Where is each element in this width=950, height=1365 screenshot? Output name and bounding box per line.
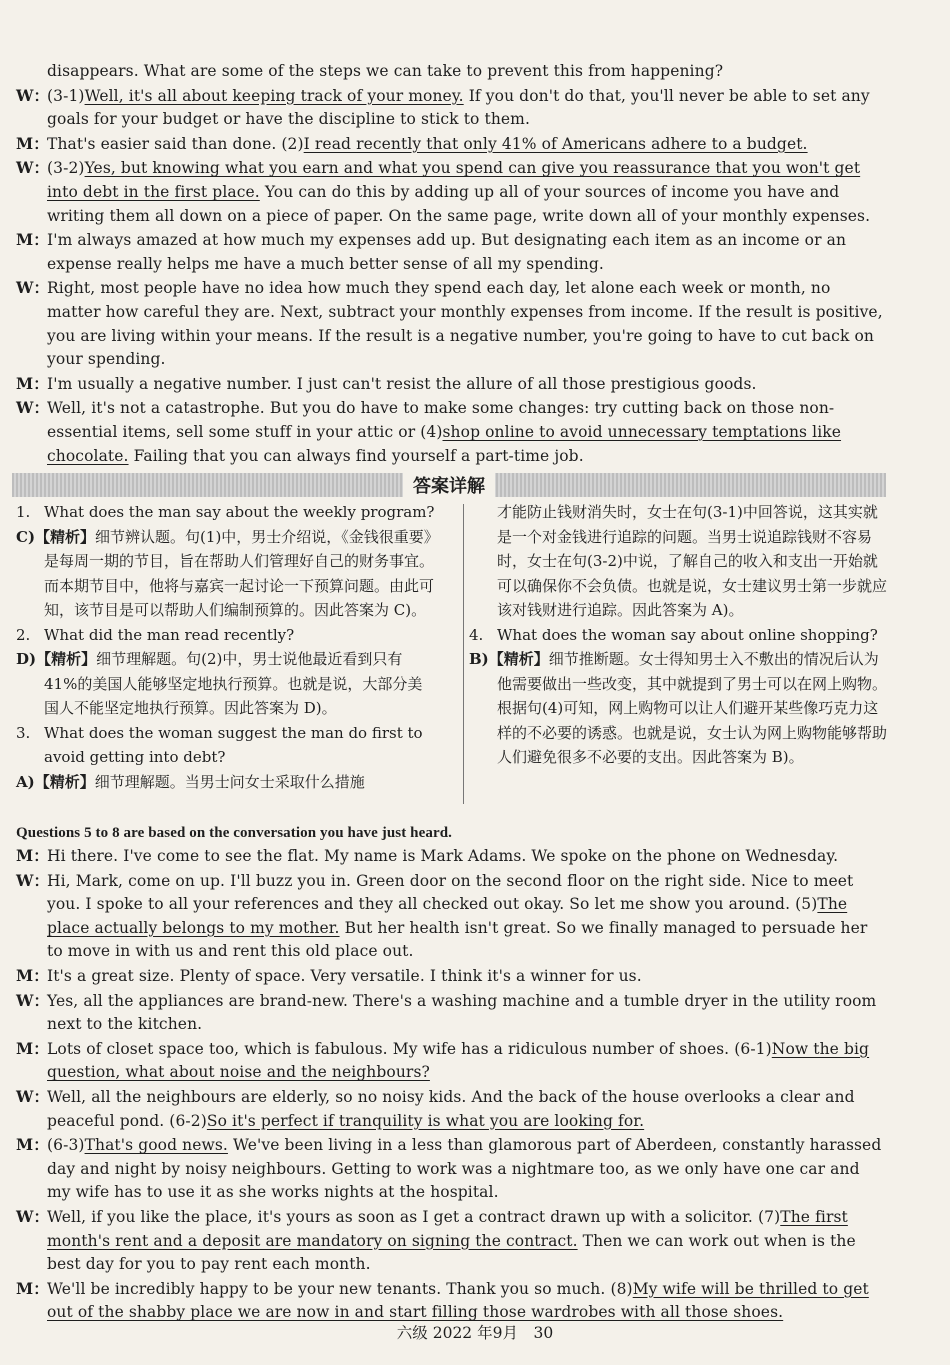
analysis-continuation: 才能防止钱财消失时，女士在句(3-1)中回答说，这其实就是一个对金钱进行追踪的问题。当男士说追踪钱财不容易时，女士在句(3-2)中说，了解自己的收入和支出一开始就可以确保你不会负债。也就是说，女士建议男士第一步就应该对钱财进行追踪。因此答案为 A)。 bbox=[497, 503, 888, 619]
analysis-text: 细节辨认题。句(1)中，男士介绍说，《金钱很重要》是每周一期的节目，旨在帮助人们管理好自己的财务事宜。而本期节目中，他将与嘉宾一起讨论一下预算问题。由此可知，该节目是可以帮助人们编制预算的。因此答案为 C)。 bbox=[44, 527, 435, 619]
dialogue-line bbox=[16, 156, 886, 228]
dialogue-text: I'm always amazed at how much my expenses add up. But designating each item as an income or an expense really helps me have a much better sense of all my spending. bbox=[47, 231, 847, 273]
dialogue-text: Then we can work out when is the best day for you to pay rent each month. bbox=[47, 1231, 856, 1274]
answer-label: C)【精析】 bbox=[16, 527, 96, 546]
dialogue-text: (6-3) bbox=[47, 1136, 85, 1155]
dialogue-line bbox=[16, 1133, 886, 1205]
question bbox=[16, 623, 436, 648]
section-title: 答案详解 bbox=[403, 472, 495, 498]
dialogue-line bbox=[16, 1037, 886, 1085]
dialogue-text: Well, it's not a catastrophe. But you do have to make some changes: try cutting back on those non-essential items, sell some stuff in your attic or (4) bbox=[47, 399, 835, 441]
section-banner bbox=[12, 473, 886, 497]
underlined-key-sentence: That's good news. bbox=[84, 1136, 228, 1155]
analysis-text: 细节推断题。女士得知男士入不敷出的情况后认为他需要做出一些改变，其中就提到了男士可以在网上购物。根据句(4)可知，网上购物可以让人们避开某些像巧克力这样的不必要的诱惑。也就是说，女士认为网上购物能够帮助人们避免很多不必要的支出。因此答案为 B)。 bbox=[497, 650, 888, 766]
question-number: 3. bbox=[16, 723, 31, 742]
underlined-key-sentence: The first month's rent and a deposit are mandatory on signing the contract. bbox=[47, 1207, 848, 1250]
speaker-label: M： bbox=[16, 846, 49, 865]
question-number: 2. bbox=[16, 625, 31, 644]
dialogue-text: You can do this by adding up all of your sources of income you have and writing them all down on a piece of paper. On the same page, write down all of your monthly expenses. bbox=[47, 182, 871, 225]
speaker-label: W： bbox=[16, 1206, 50, 1226]
speaker-label: M： bbox=[16, 965, 49, 985]
underlined-key-sentence: shop online to avoid unnecessary temptations like chocolate. bbox=[47, 422, 842, 465]
analysis-text: 细节理解题。当男士问女士采取什么措施 bbox=[94, 772, 365, 791]
underlined-key-sentence: Now the big question, what about noise and the neighbours? bbox=[47, 1039, 870, 1082]
analysis-text: 细节理解题。句(2)中，男士说他最近看到只有 41%的美国人能够坚定地执行预算。也就是说，大部分美国人不能坚定地执行预算。因此答案为 D)。 bbox=[44, 650, 423, 717]
answer-label: D)【精析】 bbox=[16, 650, 97, 668]
dialogue-text: But her health isn't great. So we finally managed to persuade her to move in with us and rent this old place out. bbox=[47, 918, 868, 961]
dialogue-line bbox=[16, 844, 886, 869]
speaker-label: W： bbox=[16, 870, 50, 890]
question bbox=[469, 623, 888, 648]
dialogue-text: disappears. What are some of the steps we can take to prevent this from happening? bbox=[47, 62, 724, 80]
underlined-key-sentence: Yes, but knowing what you earn and what you spend can give you reassurance that you won't get into debt in the first place. bbox=[47, 159, 861, 201]
question bbox=[16, 721, 436, 770]
dialogue-line bbox=[16, 372, 886, 397]
speaker-label: W： bbox=[16, 158, 50, 178]
left-column bbox=[16, 500, 436, 794]
underlined-key-sentence: My wife will be thrilled to get out of the shabby place we are now in and start filling those wardrobes with all those shoes. bbox=[47, 1279, 869, 1322]
transcript-section-2 bbox=[16, 822, 886, 1325]
dialogue-text: We've been living in a less than glamorous part of Aberdeen, constantly harassed day and night by noisy neighbours. Getting to work was a nightmare too, as we only have one car and my wife has to use it as she works nights at the hospital. bbox=[47, 1136, 882, 1202]
speaker-label: W： bbox=[16, 85, 50, 105]
dialogue-line bbox=[16, 869, 886, 964]
question-text: What does the woman suggest the man do first to avoid getting into debt? bbox=[44, 723, 423, 766]
question bbox=[16, 500, 436, 525]
dialogue-text: Well, all the neighbours are elderly, so no noisy kids. And the back of the house overlooks a clear and peaceful pond. (6-2) bbox=[47, 1087, 855, 1130]
dialogue-line bbox=[16, 1085, 886, 1133]
dialogue-text: If you don't do that, you'll never be able to set any goals for your budget or have the discipline to stick to them. bbox=[47, 86, 870, 129]
column-divider bbox=[463, 504, 464, 804]
speaker-label: W： bbox=[16, 990, 50, 1010]
questions-heading: Questions 5 to 8 are based on the conversation you have just heard. bbox=[16, 825, 453, 841]
question-text: What did the man read recently? bbox=[44, 625, 295, 644]
speaker-label: M： bbox=[16, 1038, 49, 1058]
dialogue-text: (3-2) bbox=[47, 159, 85, 178]
answer-analysis bbox=[16, 647, 436, 721]
dialogue-line bbox=[16, 132, 886, 157]
underlined-key-sentence: The place actually belongs to my mother. bbox=[47, 895, 848, 937]
right-column bbox=[469, 500, 888, 770]
underlined-key-sentence: So it's perfect if tranquility is what you are looking for. bbox=[206, 1111, 645, 1130]
question-number: 4. bbox=[469, 625, 484, 644]
speaker-label: W： bbox=[16, 278, 50, 298]
speaker-label: M： bbox=[16, 373, 49, 393]
dialogue-line bbox=[16, 60, 886, 84]
underlined-key-sentence: I read recently that only 41% of Americans adhere to a budget. bbox=[303, 134, 808, 153]
speaker-label: W： bbox=[16, 398, 50, 418]
question-text: What does the woman say about online shopping? bbox=[497, 625, 878, 644]
page-footer: 六级 2022 年9月 30 bbox=[396, 1324, 554, 1342]
dialogue-line bbox=[16, 1205, 886, 1277]
dialogue-text: We'll be incredibly happy to be your new tenants. Thank you so much. (8) bbox=[47, 1279, 633, 1298]
dialogue-text: It's a great size. Plenty of space. Very versatile. I think it's a winner for us. bbox=[47, 966, 642, 985]
underlined-key-sentence: Well, it's all about keeping track of your money. bbox=[84, 86, 464, 105]
dialogue-line bbox=[16, 84, 886, 132]
dialogue-line bbox=[16, 1277, 886, 1325]
answer-analysis bbox=[16, 525, 436, 623]
dialogue-line bbox=[16, 276, 886, 371]
dialogue-text: Yes, all the appliances are brand-new. There's a washing machine and a tumble dryer in the utility room next to the kitchen. bbox=[47, 991, 877, 1034]
dialogue-text: Lots of closet space too, which is fabulous. My wife has a ridiculous number of shoes. (6-1) bbox=[47, 1039, 772, 1058]
dialogue-text: Failing that you can always find yourself a part-time job. bbox=[128, 446, 584, 465]
answer-analysis bbox=[16, 770, 436, 795]
transcript-continuation bbox=[16, 60, 886, 468]
dialogue-text: Hi, Mark, come on up. I'll buzz you in. Green door on the second floor on the right side. Nice to meet you. I spoke to all your references and they all checked out okay. So let me show you around. (5) bbox=[47, 871, 854, 914]
answer-label: A)【精析】 bbox=[16, 772, 95, 791]
dialogue-text: Well, if you like the place, it's yours as soon as I get a contract drawn up with a solicitor. (7) bbox=[47, 1207, 781, 1226]
dialogue-line bbox=[16, 964, 886, 989]
dialogue-text: That's easier said than done. (2) bbox=[47, 134, 304, 153]
dialogue-line bbox=[16, 989, 886, 1037]
speaker-label: M： bbox=[16, 230, 49, 250]
speaker-label: M： bbox=[16, 133, 49, 153]
conversation bbox=[16, 844, 886, 1325]
dialogue-line bbox=[16, 396, 886, 468]
dialogue-line bbox=[16, 228, 886, 276]
dialogue-text: I'm usually a negative number. I just can't resist the allure of all those prestigious goods. bbox=[47, 374, 757, 393]
dialogue-text: Hi there. I've come to see the flat. My name is Mark Adams. We spoke on the phone on Wednesday. bbox=[47, 847, 839, 865]
question-number: 1. bbox=[16, 503, 31, 521]
dialogue-text: (3-1) bbox=[47, 86, 85, 105]
dialogue-text: Right, most people have no idea how much they spend each day, let alone each week or month, no matter how careful they are. Next, subtract your monthly expenses from income. If the result is positive, you are living within your means. If the result is a negative number, you're going to have to cut back on your spending. bbox=[47, 279, 883, 369]
question-text: What does the man say about the weekly program? bbox=[44, 503, 435, 521]
speaker-label: M： bbox=[16, 1135, 49, 1155]
answer-analysis bbox=[469, 647, 888, 770]
speaker-label: M： bbox=[16, 1278, 49, 1298]
answer-label: B)【精析】 bbox=[469, 650, 549, 668]
answer-explanations bbox=[16, 500, 886, 810]
speaker-label: W： bbox=[16, 1086, 50, 1106]
